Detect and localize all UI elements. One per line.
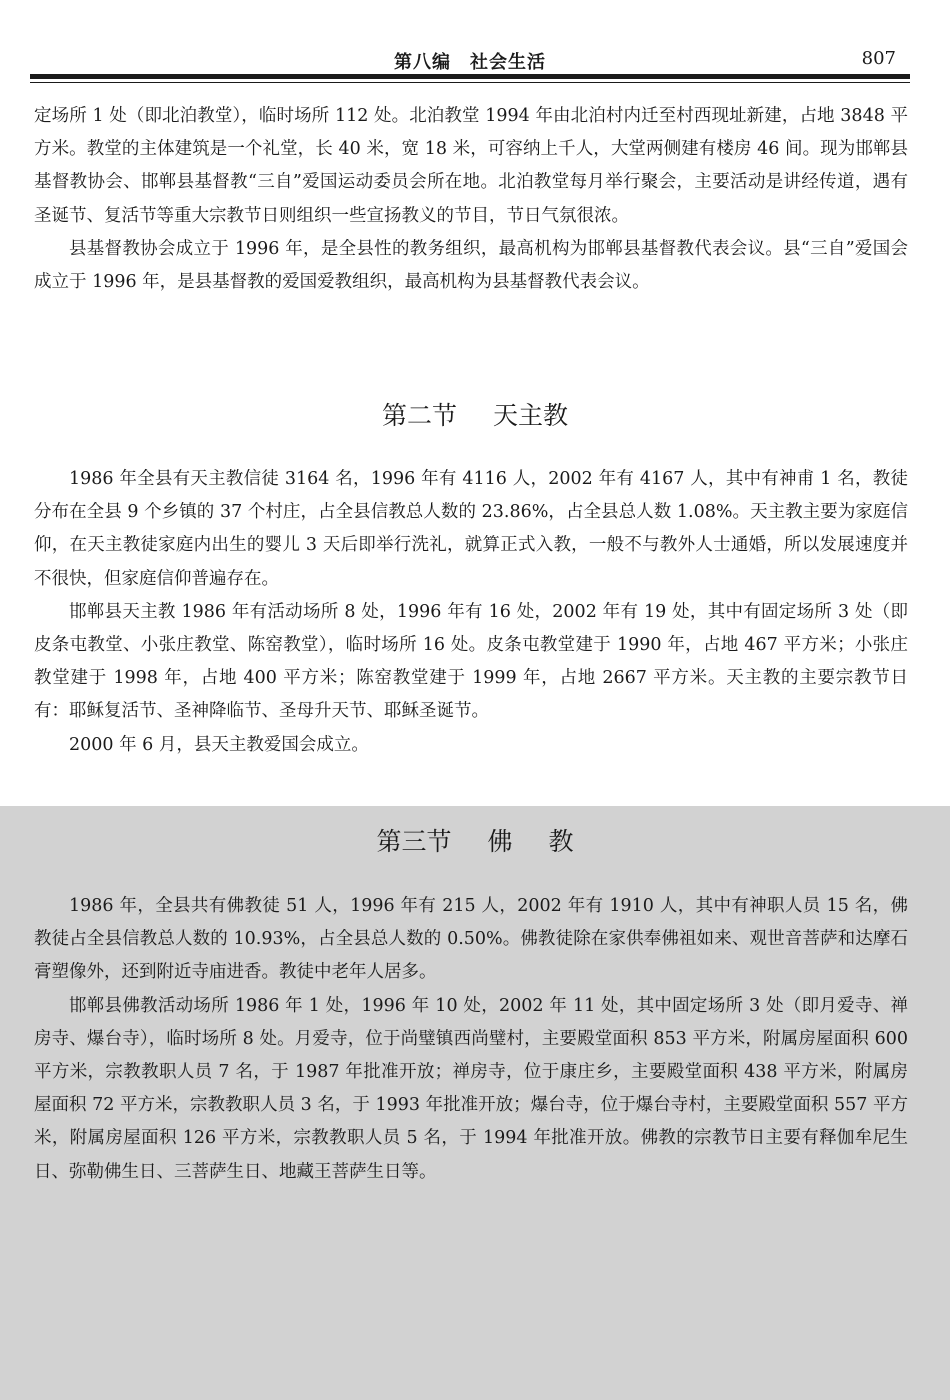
buddhism-text: [34, 890, 908, 1189]
section-heading-catholicism: [0, 396, 950, 432]
paragraph: 邯郸县天主教 1986 年有活动场所 8 处，1996 年有 16 处，2002 年有 19 处，其中有固定场所 3 处（即皮条屯教堂、小张庄教堂、陈窑教堂），临时场所 16 处。皮条屯教堂建于 1990 年，占地 467 平方米；小张庄教堂建于 1998 年，占地 400 平方米；陈窑教堂建于 1999 年，占地 2667 平方米。天主教的主要宗教节日有：耶稣复活节、圣神降临节、圣母升天节、耶稣圣诞节。: [34, 601, 908, 722]
header-rule-thick: [30, 74, 910, 79]
paragraph: 1986 年全县有天主教信徒 3164 名，1996 年有 4116 人，2002 年有 4167 人，其中有神甫 1 名，教徒分布在全县 9 个乡镇的 37 个村庄，占全县信教总人数的 23.86%，占全县总人数 1.08%。天主教主要为家庭信仰，在天主教徒家庭内出生的婴儿 3 天后即举行洗礼，就算正式入教，一般不与教外人士通婚，所以发展速度并不很快，但家庭信仰普遍存在。: [34, 469, 908, 589]
section-name: 天主教: [493, 401, 569, 430]
catholicism-text: [34, 463, 908, 762]
paragraph: 定场所 1 处（即北泊教堂），临时场所 112 处。北泊教堂 1994 年由北泊村内迁至村西现址新建，占地 3848 平方米。教堂的主体建筑是一个礼堂，长 40 米，宽 18 米，可容纳上千人，大堂两侧建有楼房 46 间。现为邯郸县基督教协会、邯郸县基督教“三自”爱国运动委员会所在地。北泊教堂每月举行聚会，主要活动是讲经传道，遇有圣诞节、复活节等重大宗教节日则组织一些宣扬教义的节目，节日气氛很浓。: [34, 106, 908, 226]
paragraph: 1986 年，全县共有佛教徒 51 人，1996 年有 215 人，2002 年有 1910 人，其中有神职人员 15 名，佛教徒占全县信教总人数的 10.93%，占全县总人数的 0.50%。佛教徒除在家供奉佛祖如来、观世音菩萨和达摩石膏塑像外，还到附近寺庙进香。教徒中老年人居多。: [34, 896, 908, 983]
header-title: 第八编 社会生活: [394, 52, 546, 73]
intro-text: [34, 100, 908, 299]
running-header: [30, 44, 910, 74]
section-number: 第三节: [376, 827, 452, 856]
section-number: 第二节: [381, 401, 457, 430]
page-number: 807: [861, 48, 896, 69]
section-name-part: 佛: [487, 827, 513, 856]
header-rule-thin: [30, 82, 910, 83]
section-heading-buddhism: [0, 822, 950, 858]
paragraph: 邯郸县佛教活动场所 1986 年 1 处，1996 年 10 处，2002 年 11 处，其中固定场所 3 处（即月爱寺、禅房寺、爆台寺），临时场所 8 处。月爱寺，位于尚璧镇西尚璧村，主要殿堂面积 853 平方米，附属房屋面积 600 平方米，宗教教职人员 7 名，于 1987 年批准开放；禅房寺，位于康庄乡，主要殿堂面积 438 平方米，附属房屋面积 72 平方米，宗教教职人员 3 名，于 1993 年批准开放；爆台寺，位于爆台寺村，主要殿堂面积 557 平方米，附属房屋面积 126 平方米，宗教教职人员 5 名，于 1994 年批准开放。佛教的宗教节日主要有释伽牟尼生日、弥勒佛生日、三菩萨生日、地藏王菩萨生日等。: [34, 995, 908, 1182]
section-name-part: 教: [548, 827, 574, 856]
paragraph: 2000 年 6 月，县天主教爱国会成立。: [69, 734, 369, 755]
paragraph: 县基督教协会成立于 1996 年，是全县性的教务组织，最高机构为邯郸县基督教代表会议。县“三自”爱国会成立于 1996 年，是县基督教的爱国爱教组织，最高机构为县基督教代表会议。: [34, 238, 908, 293]
